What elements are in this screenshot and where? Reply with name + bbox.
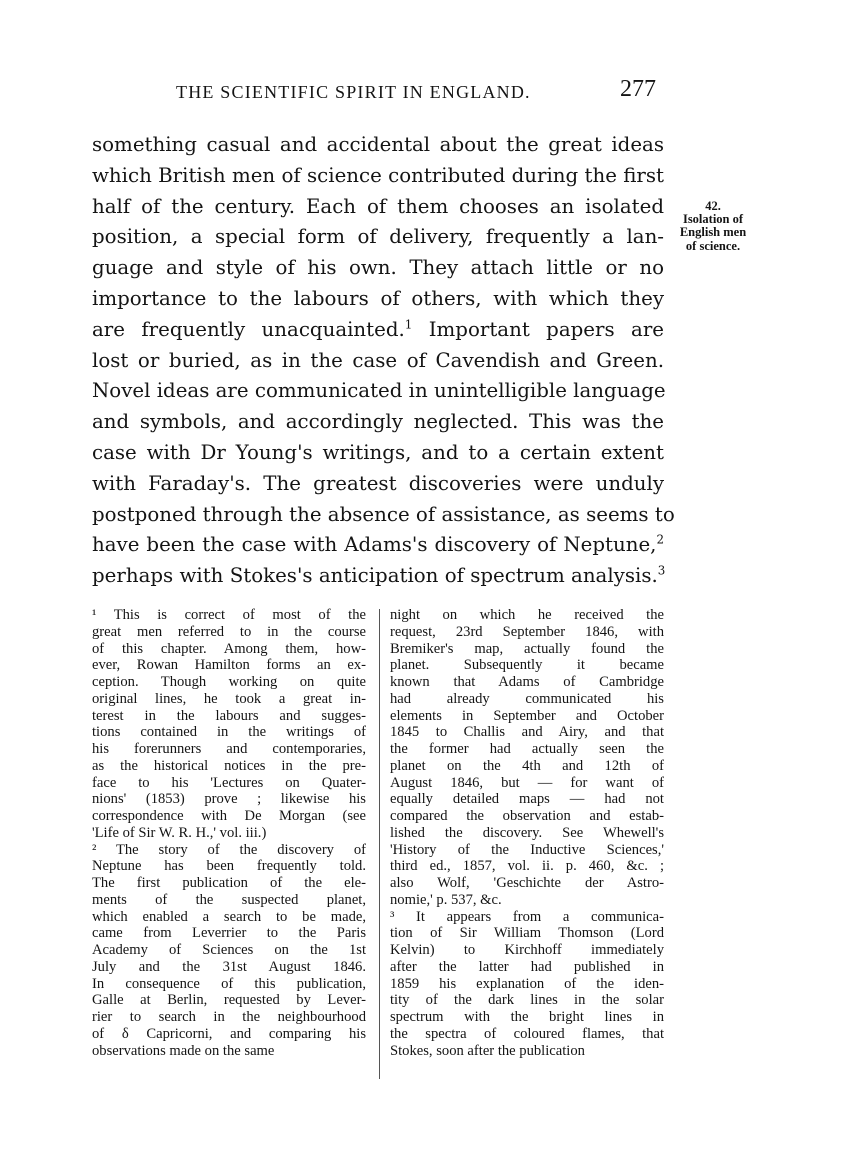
footnote-line: of δ Capricorni, and comparing his [92, 1025, 366, 1042]
footnote-line: also Wolf, 'Geschichte der Astro- [390, 875, 664, 891]
footnote-line: tity of the dark lines in the solar [390, 992, 664, 1009]
footnote-line: nomie,' p. 537, &c. [390, 891, 502, 908]
margin-note-line: of science. [685, 238, 741, 253]
margin-note-number: 42. [705, 199, 721, 213]
footnote-line: known that Adams of Cambridge [390, 674, 664, 690]
footnote-line: 1845 to Challis and Airy, and that [390, 724, 664, 741]
footnote-line: nions' (1853) prove ; likewise his [92, 791, 366, 808]
footnote-line: tion of Sir William Thomson (Lord [390, 925, 664, 942]
footnotes-left-column [92, 607, 366, 1059]
footnote-line: Neptune has been frequently told. [92, 858, 366, 875]
margin-note [670, 200, 756, 253]
footnote-line: August 1846, but — for want of [390, 774, 664, 791]
footnote-line: which enabled a search to be made, [92, 908, 366, 925]
body-line [92, 530, 664, 561]
footnote-line: planet on the 4th and 12th of [390, 757, 664, 774]
footnote-line: night on which he received the [390, 607, 664, 623]
footnote-line: rier to search in the neighbourhood [92, 1009, 366, 1025]
footnote-line: as the historical notices in the pre- [92, 757, 366, 774]
body-line: which British men of science contributed during the first [92, 163, 664, 187]
footnote-line: ception. Though working on quite [92, 674, 366, 690]
footnote-line: Bremiker's map, actually found the [390, 640, 664, 657]
footnote-line: face to his 'Lectures on Quater- [92, 774, 366, 791]
footnote-line: third ed., 1857, vol. ii. p. 460, &c. ; [390, 858, 664, 875]
footnote-ref: 3 [657, 563, 666, 578]
page-header [176, 76, 656, 106]
body-line: half of the century. Each of them chooses an isolated [92, 194, 664, 218]
body-line: position, a special form of delivery, frequently a lan- [92, 225, 664, 249]
margin-note-line: English men [679, 225, 747, 240]
footnote-line: correspondence with De Morgan (see [92, 808, 366, 824]
body-line: guage and style of his own. They attach little or no [92, 256, 664, 280]
footnote-line: 1859 his explanation of the iden- [390, 975, 664, 992]
footnote-line: July and the 31st August 1846. [92, 958, 366, 975]
footnote-line: 'History of the Inductive Sciences,' [390, 841, 664, 858]
footnote-line: elements in September and October [390, 707, 664, 724]
footnotes-right-column [390, 607, 664, 1059]
footnote-line: ³ It appears from a communica- [390, 908, 664, 925]
body-line-text: perhaps with Stokes's anticipation of spectrum analysis. [92, 564, 658, 588]
footnote-line: great men referred to in the course [92, 623, 366, 640]
footnote-line: ments of the suspected planet, [92, 891, 366, 908]
body-line [92, 561, 664, 592]
footnote-line: Galle at Berlin, requested by Lever- [92, 992, 366, 1009]
body-line [92, 315, 664, 346]
footnote-line: his forerunners and contemporaries, [92, 741, 366, 757]
footnote-ref: 2 [656, 532, 664, 547]
footnote-line: came from Leverrier to the Paris [92, 925, 366, 942]
footnote-line: original lines, he took a great in- [92, 690, 366, 707]
body-paragraph [92, 130, 675, 592]
footnote-line: Kelvin) to Kirchhoff immediately [390, 942, 664, 958]
footnote-line: tions contained in the writings of [92, 724, 366, 741]
page-number: 277 [620, 76, 656, 102]
footnote-line: observations made on the same [92, 1042, 275, 1059]
body-line: Novel ideas are communicated in unintelligible language [92, 379, 666, 403]
footnote-line: The first publication of the ele- [92, 875, 366, 891]
footnote-line: Academy of Sciences on the 1st [92, 942, 366, 958]
footnote-line: terest in the labours and sugges- [92, 707, 366, 724]
footnote-line: equally detailed maps — had not [390, 791, 664, 808]
footnote-line: ² The story of the discovery of [92, 841, 366, 858]
footnote-line: the former had actually seen the [390, 741, 664, 757]
footnote-line: lished the discovery. See Whewell's [390, 824, 664, 841]
body-line: with Faraday's. The greatest discoveries were unduly [92, 471, 664, 495]
body-line: importance to the labours of others, with which they [92, 286, 664, 310]
body-line: postponed through the absence of assistance, as seems to [92, 502, 675, 526]
footnote-line: ¹ This is correct of most of the [92, 607, 366, 623]
body-line: case with Dr Young's writings, and to a certain extent [92, 440, 664, 464]
footnote-ref: 1 [404, 317, 413, 332]
body-line: and symbols, and accordingly neglected. This was the [92, 410, 664, 434]
footnote-line: spectrum with the bright lines in [390, 1009, 664, 1025]
footnote-line: request, 23rd September 1846, with [390, 623, 664, 640]
footnote-line: 'Life of Sir W. R. H.,' vol. iii.) [92, 824, 267, 841]
footnote-line: after the latter had published in [390, 958, 664, 975]
body-line: something casual and accidental about the great ideas [92, 133, 664, 156]
footnote-line: planet. Subsequently it became [390, 657, 664, 674]
footnote-line: ever, Rowan Hamilton forms an ex- [92, 657, 366, 674]
running-head: THE SCIENTIFIC SPIRIT IN ENGLAND. [176, 82, 531, 102]
body-line-text: have been the case with Adams's discovery of Neptune, [92, 533, 657, 557]
body-line-text: Important papers are [412, 317, 664, 341]
body-line: lost or buried, as in the case of Cavendish and Green. [92, 348, 664, 372]
margin-note-line: Isolation of [682, 212, 744, 227]
footnote-line: the spectra of coloured flames, that [390, 1025, 664, 1042]
footnote-line: Stokes, soon after the publication [390, 1042, 585, 1059]
footnote-line: In consequence of this publication, [92, 975, 366, 992]
footnote-line: compared the observation and estab- [390, 808, 664, 824]
body-line-text: are frequently unacquainted. [92, 317, 405, 341]
footnote-line: had already communicated his [390, 690, 664, 707]
footnote-line: of this chapter. Among them, how- [92, 640, 366, 657]
column-divider [379, 609, 380, 1079]
